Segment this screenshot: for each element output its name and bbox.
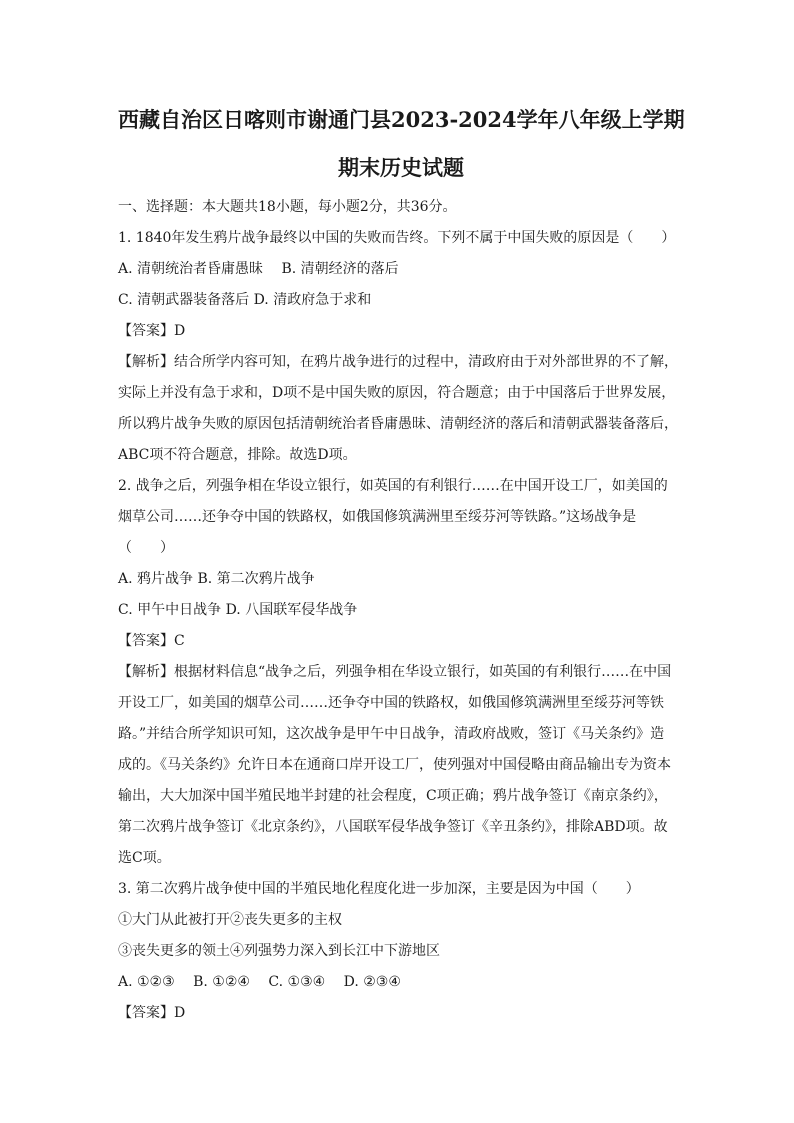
q1-analysis-line: 所以鸦片战争失败的原因包括清朝统治者昏庸愚昧、清朝经济的落后和清朝武器装备落后，	[118, 416, 678, 432]
q1-analysis-line: ABC项不符合题意，排除。故选D项。	[118, 447, 357, 463]
title-line-1: 西藏自治区日喀则市谢通门县2023-2024学年八年级上学期	[118, 107, 685, 132]
q2-analysis-line: 【解析】根据材料信息“战争之后，列强争相在华设立银行，如英国的有利银行……在中国	[118, 664, 672, 680]
document-title	[118, 96, 684, 192]
q2-analysis-line: 成的。《马关条约》允许日本在通商口岸开设工厂，使列强对中国侵略由商品输出专为资本	[118, 757, 671, 773]
q1-analysis-line: 实际上并没有急于求和，D项不是中国失败的原因，符合题意；由于中国落后于世界发展，	[118, 385, 676, 401]
q2-analysis-line: 路。”并结合所学知识可知，这次战争是甲午中日战争，清政府战败，签订《马关条约》造	[118, 726, 665, 742]
q2-stem-line: 2. 战争之后，列强争相在华设立银行，如英国的有利银行……在中国开设工厂，如美国的	[118, 478, 668, 494]
document-page	[118, 96, 684, 1029]
section-heading: 一、选择题：本大题共18小题，每小题2分，共36分。	[118, 199, 457, 215]
q2-analysis-line: 开设工厂，如美国的烟草公司……还争夺中国的铁路权，如俄国修筑满洲里至绥芬河等铁	[118, 695, 664, 711]
q3-items-34: ③丧失更多的领土④列强势力深入到长江中下游地区	[118, 943, 440, 959]
q2-stem-line: 烟草公司……还争夺中国的铁路权，如俄国修筑满洲里至绥芬河等铁路。”这场战争是	[118, 509, 637, 525]
q1-answer: 【答案】D	[118, 323, 186, 339]
q1-options-ab: A. 清朝统治者昏庸愚昧 B. 清朝经济的落后	[118, 261, 399, 277]
q2-options-ab: A. 鸦片战争 B. 第二次鸦片战争	[118, 571, 315, 587]
q2-answer: 【答案】C	[118, 633, 185, 649]
q2-stem-line: （ ）	[118, 540, 174, 556]
q1-stem: 1. 1840年发生鸦片战争最终以中国的失败而告终。下列不属于中国失败的原因是（ ）	[118, 230, 676, 246]
q1-analysis-line: 【解析】结合所学内容可知，在鸦片战争进行的过程中，清政府由于对外部世界的不了解，	[118, 354, 678, 370]
title-line-2: 期末历史试题	[338, 155, 464, 180]
q2-analysis-line: 第二次鸦片战争签订《北京条约》，八国联军侵华战争签订《辛丑条约》，排除ABD项。故	[118, 819, 668, 835]
q3-options: A. ①②③ B. ①②④ C. ①③④ D. ②③④	[118, 974, 401, 990]
q3-items-12: ①大门从此被打开②丧失更多的主权	[118, 912, 342, 928]
q2-analysis-line: 选C项。	[118, 850, 171, 866]
q2-analysis-line: 输出，大大加深中国半殖民地半封建的社会程度，C项正确；鸦片战争签订《南京条约》，	[118, 788, 668, 804]
q3-answer: 【答案】D	[118, 1005, 186, 1021]
q1-options-cd: C. 清朝武器装备落后 D. 清政府急于求和	[118, 292, 372, 308]
q3-stem: 3. 第二次鸦片战争使中国的半殖民地化程度化进一步加深，主要是因为中国（ ）	[118, 881, 640, 897]
q2-options-cd: C. 甲午中日战争 D. 八国联军侵华战争	[118, 602, 358, 618]
